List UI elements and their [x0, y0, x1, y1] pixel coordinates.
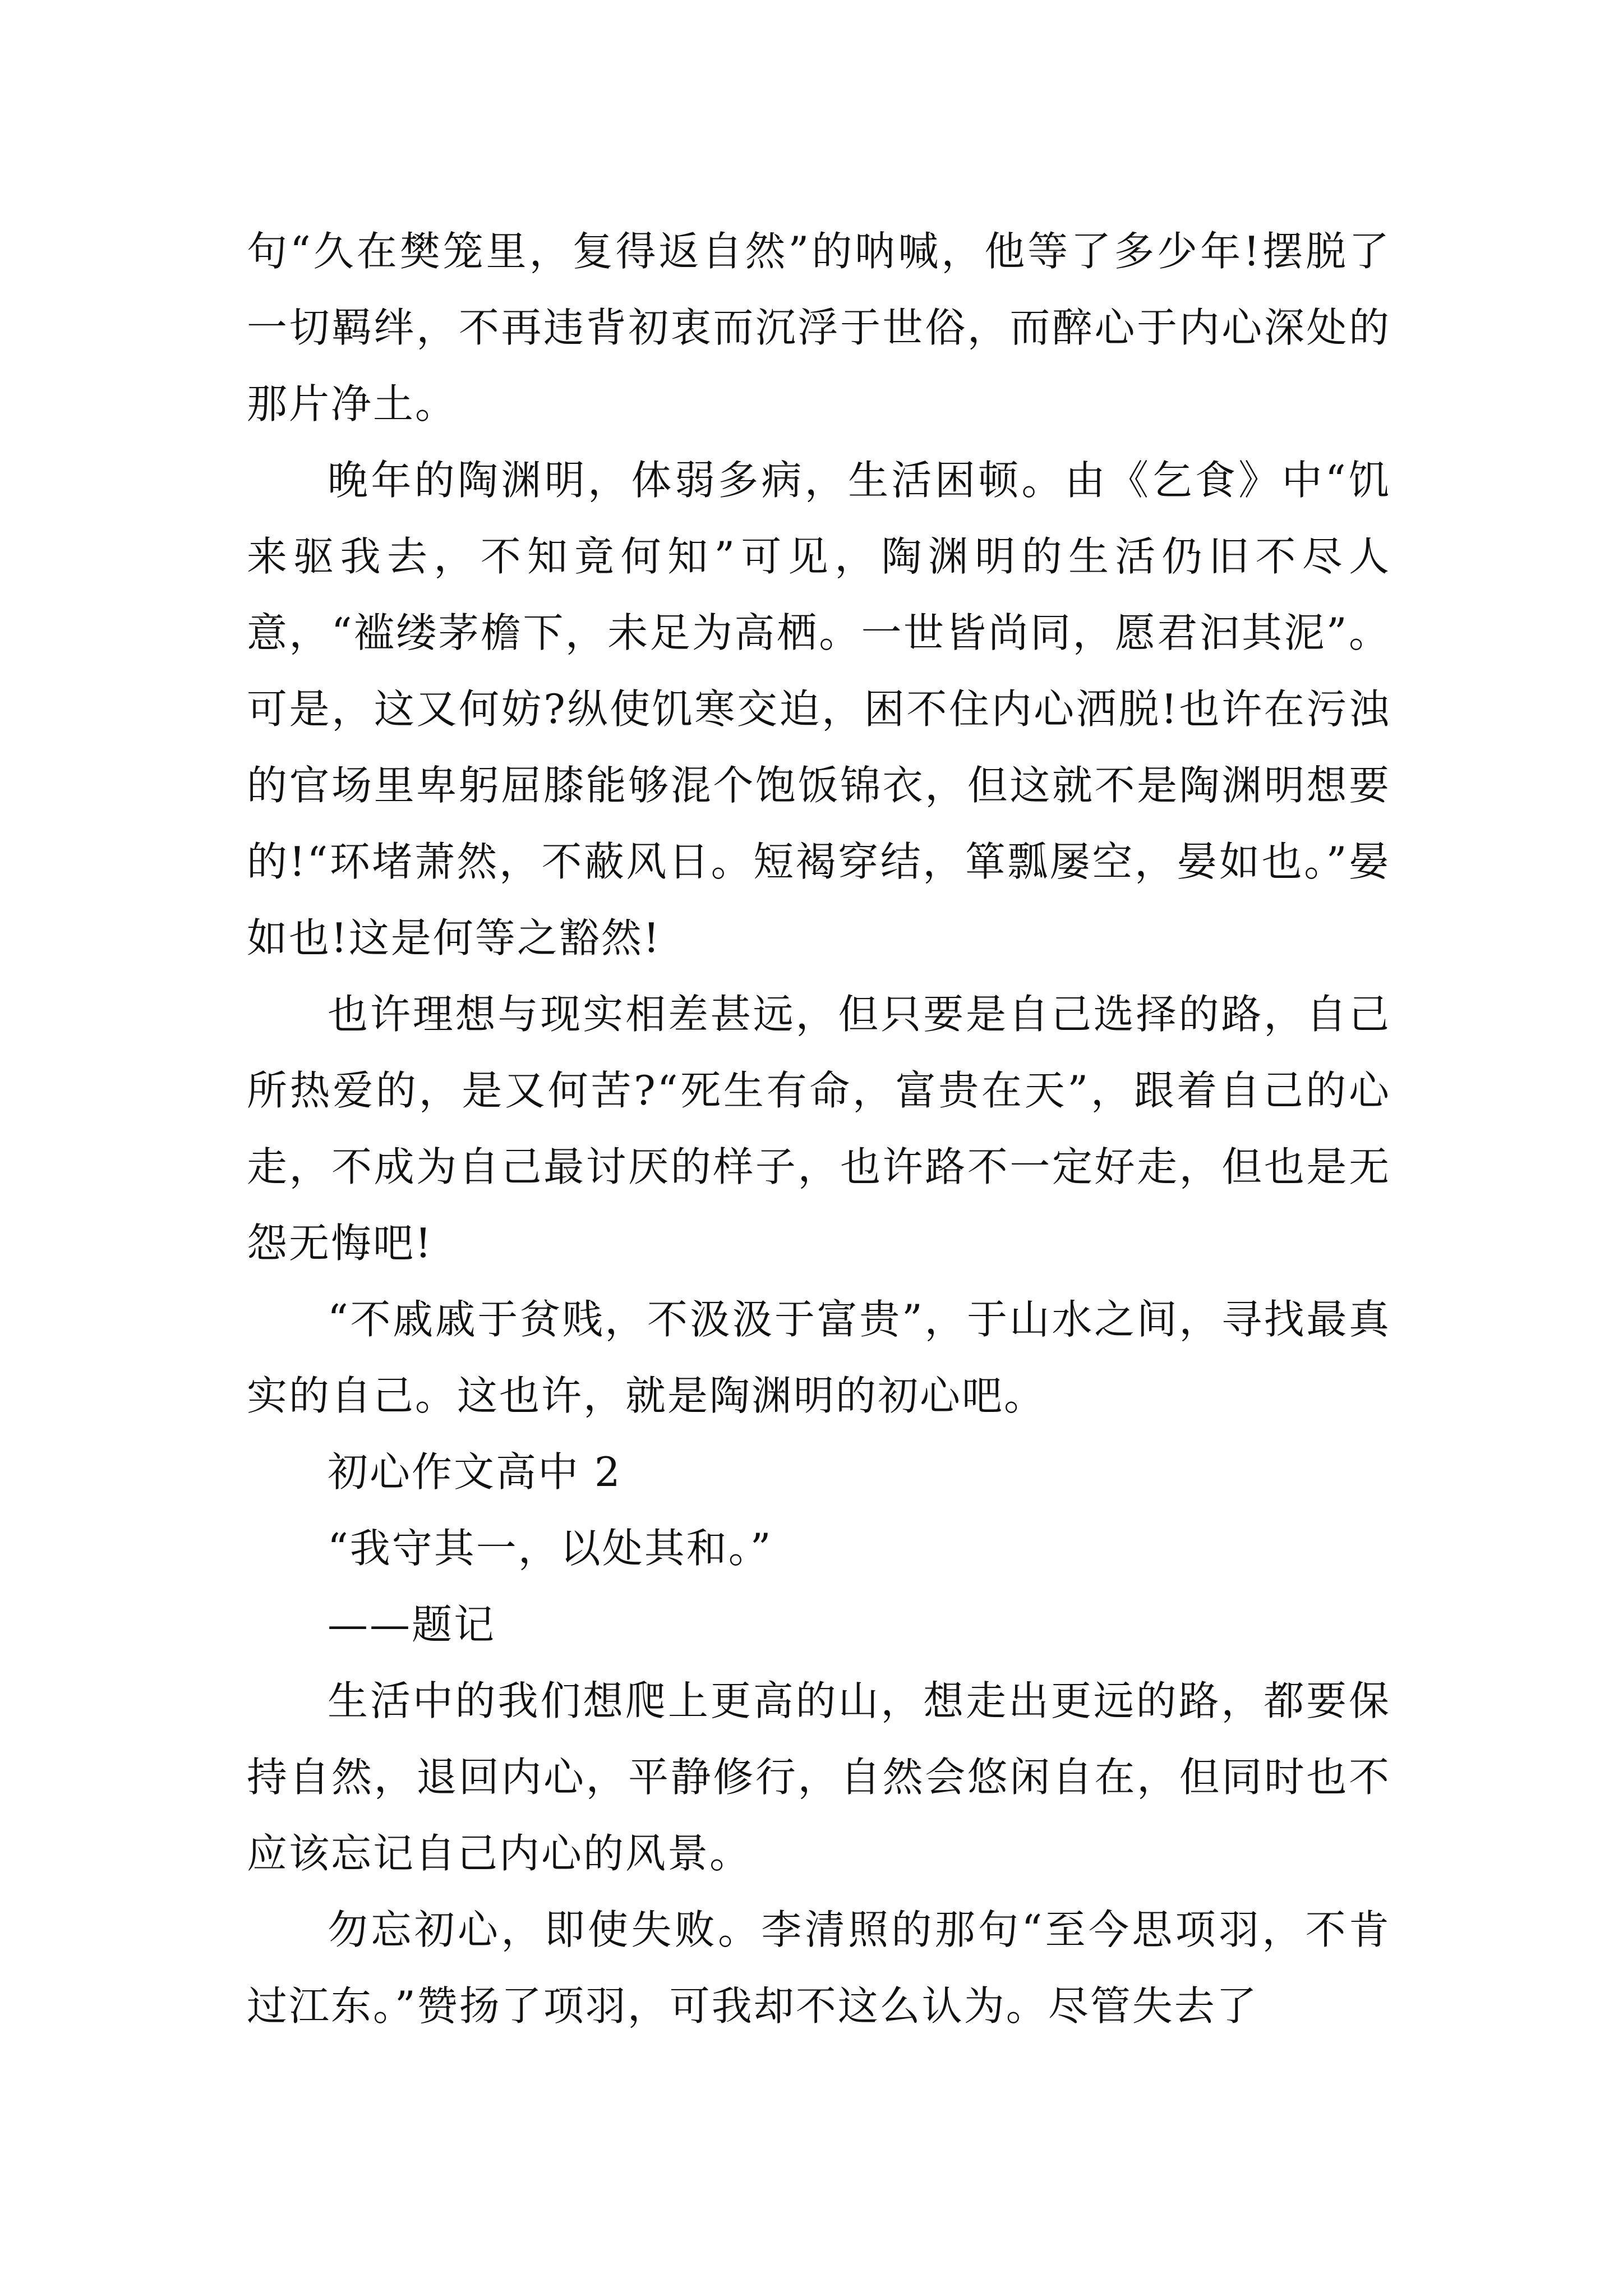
- epigraph-attribution: ——题记: [328, 1601, 496, 1648]
- paragraph: 也许理想与现实相差甚远，但只要是自己选择的路，自己所热爱的，是又何苦?“死生有命，富贵在天”，跟着自己的心走，不成为自己最讨厌的样子，也许路不一定好走，但也是无怨无悔吧!: [247, 991, 1391, 1267]
- paragraph: 晚年的陶渊明，体弱多病，生活困顿。由《乞食》中“饥来驱我去，不知竟何知”可见，陶渊明的生活仍旧不尽人意，“褴缕茅檐下，未足为高栖。一世皆尚同，愿君汩其泥”。可是，这又何妨?纵使饥寒交迫，困不住内心洒脱!也许在污浊的官场里卑躬屈膝能够混个饱饭锦衣，但这就不是陶渊明想要的!“环堵萧然，不蔽风日。短褐穿结，箪瓢屡空，晏如也。”晏如也!这是何等之豁然!: [247, 457, 1391, 961]
- continuation-paragraph: 句“久在樊笼里，复得返自然”的呐喊，他等了多少年!摆脱了一切羁绊，不再违背初衷而沉浮于世俗，而醉心于内心深处的那片净土。: [247, 228, 1391, 427]
- paragraph: “不戚戚于贫贱，不汲汲于富贵”，于山水之间，寻找最真实的自己。这也许，就是陶渊明的初心吧。: [247, 1296, 1391, 1419]
- epigraph: “我守其一，以处其和。”: [328, 1525, 773, 1572]
- document-body: [247, 213, 1391, 2044]
- section-title: 初心作文高中 2: [328, 1448, 622, 1496]
- paragraph: 生活中的我们想爬上更高的山，想走出更远的路，都要保持自然，退回内心，平静修行，自然会悠闲自在，但同时也不应该忘记自己内心的风景。: [247, 1677, 1391, 1877]
- paragraph: 勿忘初心，即使失败。李清照的那句“至今思项羽，不肯过江东。”赞扬了项羽，可我却不这么认为。尽管失去了: [247, 1906, 1391, 2030]
